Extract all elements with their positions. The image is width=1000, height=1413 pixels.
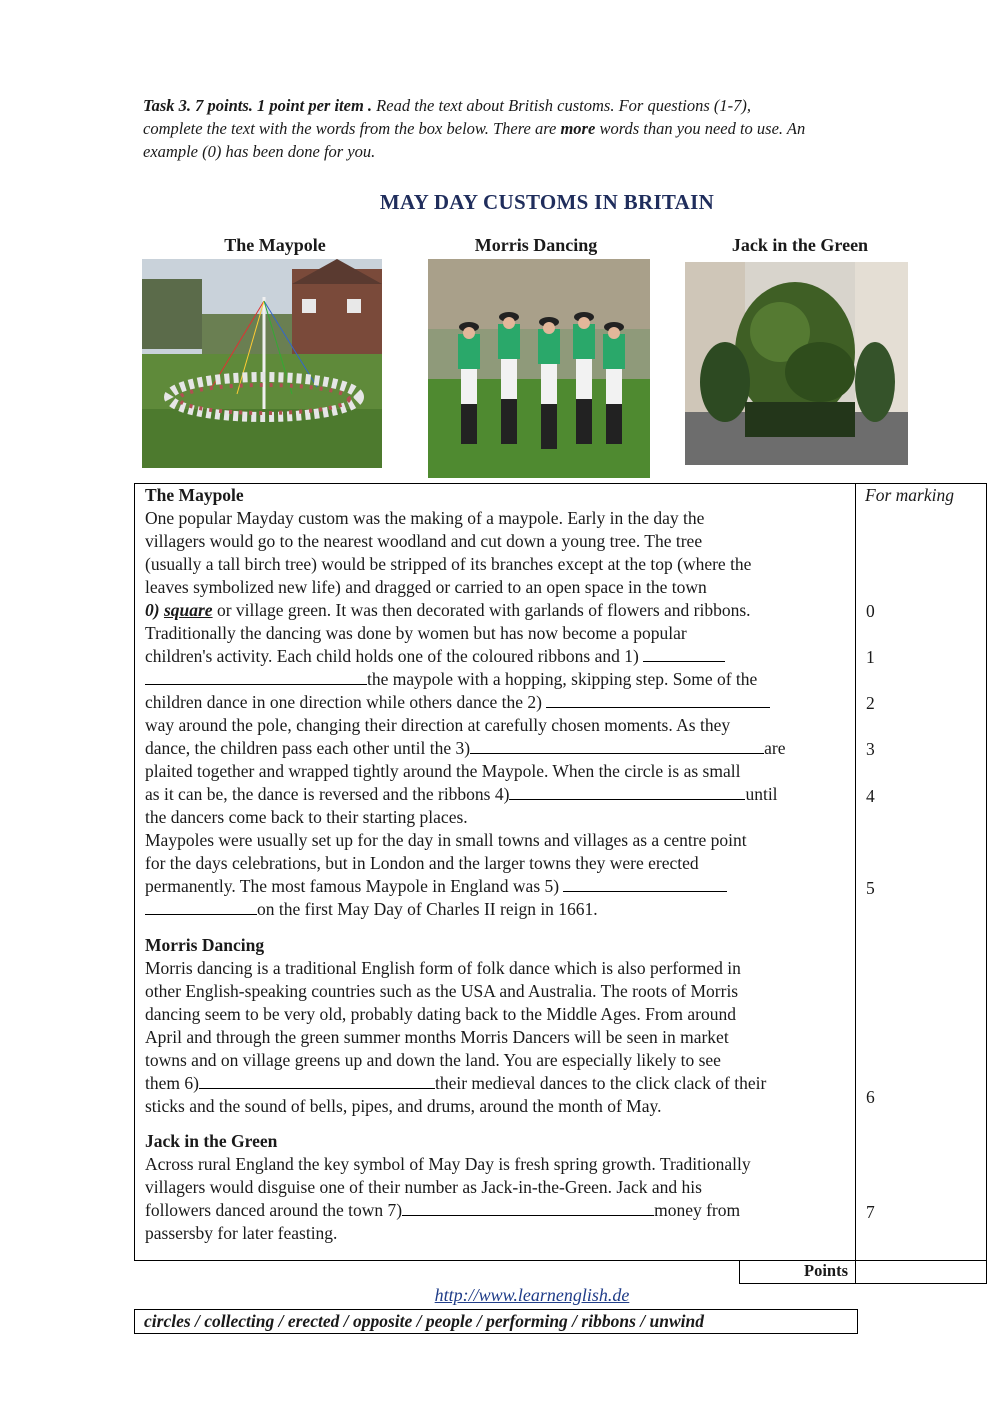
instructions-line-2b: words than you need to use. An — [595, 119, 806, 138]
example-number: 0) — [145, 600, 164, 620]
task-label: Task 3. 7 points. 1 point per item . — [143, 96, 373, 115]
gap-1-blank-b[interactable] — [145, 668, 367, 685]
text-line: Across rural England the key symbol of May Day is fresh spring growth. Traditionally — [145, 1154, 751, 1174]
instructions-line-3: example (0) has been done for you. — [143, 142, 376, 161]
jack-in-the-green-photo — [685, 262, 908, 465]
section-maypole — [145, 484, 853, 921]
text-line: dancing seem to be very old, probably dating back to the Middle Ages. From around — [145, 1004, 736, 1024]
mark-number-4: 4 — [866, 786, 875, 806]
text-line: the dancers come back to their starting places. — [145, 807, 468, 827]
text-line: passersby for later feasting. — [145, 1223, 338, 1243]
text-line: permanently. The most famous Maypole in England was 5) — [145, 876, 564, 896]
source-link[interactable]: http://www.learnenglish.de — [434, 1285, 630, 1305]
text-line: Maypoles were usually set up for the day in small towns and villages as a centre point — [145, 830, 747, 850]
text-line: or village green. It was then decorated with garlands of flowers and ribbons. — [212, 600, 751, 620]
text-line: One popular Mayday custom was the making of a maypole. Early in the day the — [145, 508, 705, 528]
text-line: villagers would go to the nearest woodland and cut down a young tree. The tree — [145, 531, 703, 551]
text-line: money from — [654, 1200, 741, 1220]
instructions-line-2a: complete the text with the words from the box below. There are — [143, 119, 561, 138]
points-cell-divider — [855, 1260, 856, 1283]
points-row — [739, 1260, 987, 1284]
text-line: other English-speaking countries such as the USA and Australia. The roots of Morris — [145, 981, 739, 1001]
morris-dancing-photo — [428, 259, 650, 478]
mark-number-7: 7 — [866, 1202, 875, 1222]
example-answer: square — [163, 600, 213, 620]
text-line: April and through the green summer months Morris Dancers will be seen in market — [145, 1027, 729, 1047]
text-line: as it can be, the dance is reversed and the ribbons 4) — [145, 784, 510, 804]
section-heading-jack: Jack in the Green — [145, 1131, 278, 1151]
text-line: their medieval dances to the click clack of their — [434, 1073, 767, 1093]
text-line-gap-3 — [145, 737, 853, 760]
text-line: them 6) — [145, 1073, 199, 1093]
gap-1-blank-a[interactable] — [643, 645, 725, 662]
text-line: villagers would disguise one of their number as Jack-in-the-Green. Jack and his — [145, 1177, 702, 1197]
marking-column-divider — [855, 484, 856, 1260]
page-title: MAY DAY CUSTOMS IN BRITAIN — [379, 190, 715, 214]
section-heading-morris: Morris Dancing — [145, 935, 265, 955]
mark-number-1: 1 — [866, 647, 875, 667]
text-line-gap-7 — [145, 1199, 853, 1222]
text-line: leaves symbolized new life) and dragged or carried to an open space in the town — [145, 577, 707, 597]
text-line-gap-6 — [145, 1072, 853, 1095]
text-line-example — [145, 599, 853, 622]
text-line-gap-4 — [145, 783, 853, 806]
word-bank-box: circles / collecting / erected / opposite / people / performing / ribbons / unwind — [134, 1309, 858, 1334]
mark-number-2: 2 — [866, 693, 875, 713]
gap-5-blank-a[interactable] — [563, 875, 727, 892]
text-line: dance, the children pass each other until the 3) — [145, 738, 471, 758]
gap-4-blank[interactable] — [509, 783, 745, 800]
points-label: Points — [803, 1261, 848, 1280]
text-line: followers danced around the town 7) — [145, 1200, 403, 1220]
text-line: towns and on village greens up and down the land. You are especially likely to see — [145, 1050, 721, 1070]
task-instructions — [143, 94, 933, 163]
text-line: Traditionally the dancing was done by women but has now become a popular — [145, 623, 687, 643]
text-line: on the first May Day of Charles II reign in 1661. — [257, 899, 598, 919]
text-line: Morris dancing is a traditional English form of folk dance which is also performed in — [145, 958, 741, 978]
marking-header: For marking — [865, 485, 954, 505]
caption-maypole: The Maypole — [224, 235, 326, 255]
gap-5-blank-b[interactable] — [145, 898, 257, 915]
gap-6-blank[interactable] — [199, 1072, 435, 1089]
text-line-gap-1 — [145, 645, 853, 668]
section-heading-maypole: The Maypole — [145, 485, 244, 505]
gap-2-blank[interactable] — [546, 691, 770, 708]
text-line-gap-5b — [145, 898, 853, 921]
text-line: children's activity. Each child holds one of the coloured ribbons and 1) — [145, 646, 644, 666]
text-line: (usually a tall birch tree) would be stripped of its branches except at the top (where the — [145, 554, 752, 574]
caption-morris: Morris Dancing — [474, 235, 598, 255]
gap-3-blank[interactable] — [470, 737, 764, 754]
text-line-gap-2 — [145, 691, 853, 714]
instructions-line-1: Read the text about British customs. For questions (1-7), — [372, 96, 752, 115]
text-line: way around the pole, changing their direction at carefully chosen moments. As they — [145, 715, 731, 735]
mark-number-0: 0 — [866, 601, 875, 621]
text-line-gap-5 — [145, 875, 853, 898]
text-line: are — [764, 738, 786, 758]
text-line: children dance in one direction while others dance the 2) — [145, 692, 547, 712]
section-morris-dancing — [145, 934, 853, 1118]
text-line: plaited together and wrapped tightly around the Maypole. When the circle is as small — [145, 761, 741, 781]
mark-number-6: 6 — [866, 1087, 875, 1107]
mark-number-3: 3 — [866, 739, 875, 759]
mark-number-5: 5 — [866, 878, 875, 898]
text-line: the maypole with a hopping, skipping step. Some of the — [367, 669, 758, 689]
section-jack-in-the-green — [145, 1130, 853, 1245]
task-box — [134, 483, 987, 1261]
text-line: for the days celebrations, but in London and the larger towns they were erected — [145, 853, 699, 873]
gap-7-blank[interactable] — [402, 1199, 654, 1216]
text-line-gap-1b — [145, 668, 853, 691]
instructions-more: more — [560, 119, 596, 138]
maypole-photo — [142, 259, 382, 468]
text-line: until — [745, 784, 778, 804]
text-line: sticks and the sound of bells, pipes, and drums, around the month of May. — [145, 1096, 662, 1116]
caption-jack: Jack in the Green — [731, 235, 869, 255]
